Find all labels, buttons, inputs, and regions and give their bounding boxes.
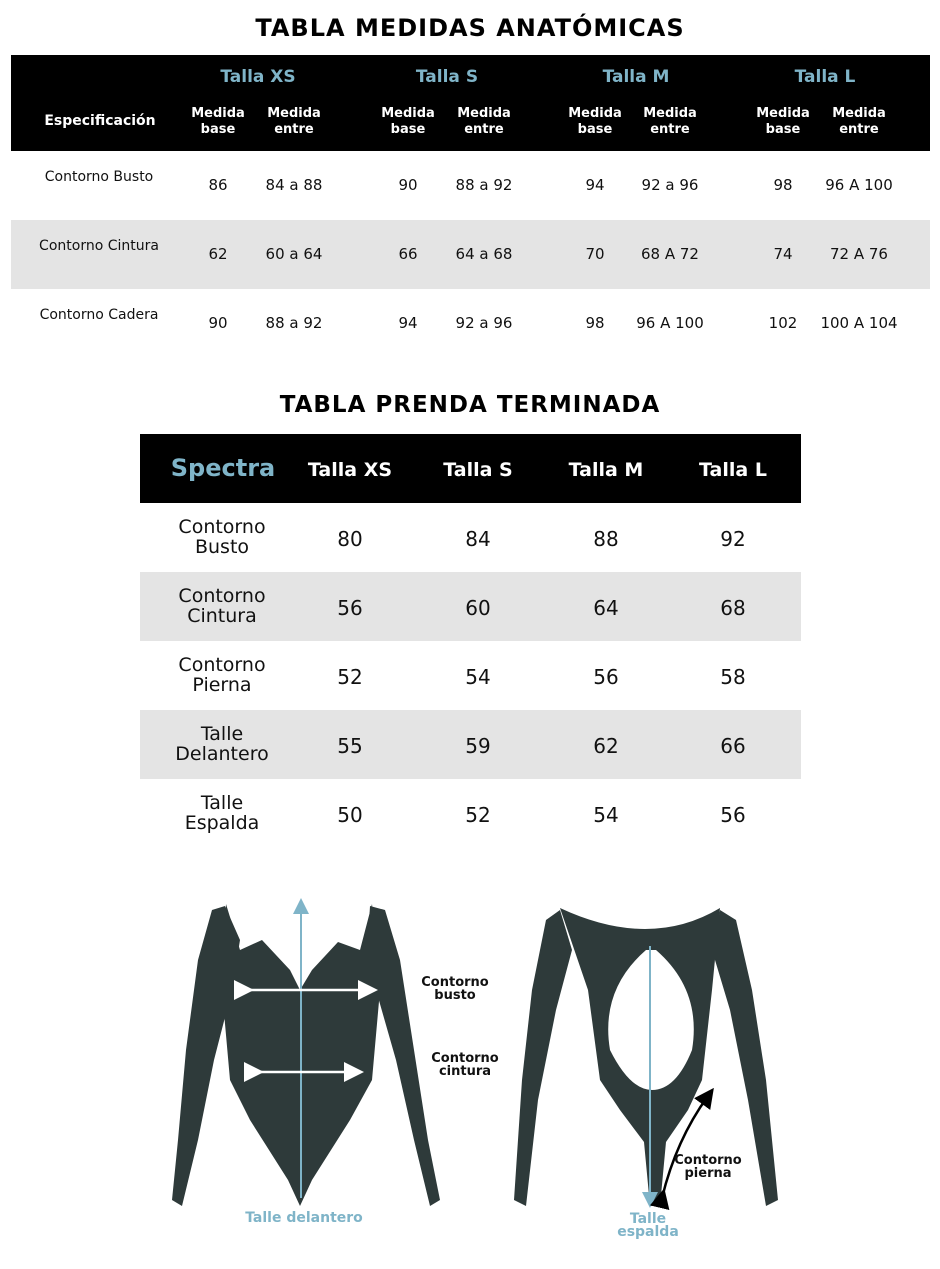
table-cell: 50 (337, 803, 363, 827)
table-row (11, 220, 930, 289)
label-contorno-cintura: Contorno cintura (431, 1051, 499, 1079)
row-label: Contorno Busto (44, 169, 154, 185)
sub-header-between: Medida entre (267, 106, 321, 137)
table-cell: 52 (465, 803, 491, 827)
table-cell: 90 (208, 314, 228, 332)
table-cell: 52 (337, 665, 363, 689)
table-cell: 56 (720, 803, 746, 827)
table-cell: 94 (398, 314, 418, 332)
table-cell: 66 (398, 245, 418, 263)
table-cell: 59 (465, 734, 491, 758)
table-cell: 64 a 68 (455, 245, 513, 263)
table-cell: 62 (208, 245, 228, 263)
row-label: Talle Delantero (175, 723, 269, 765)
table-cell: 54 (465, 665, 491, 689)
size-header-l: Talla L (794, 67, 856, 87)
table-cell: 92 (720, 527, 746, 551)
finished-table (140, 434, 801, 848)
table-cell: 98 (585, 314, 605, 332)
table-cell: 88 a 92 (265, 314, 323, 332)
table-cell: 55 (337, 734, 363, 758)
sub-header-base: Medida base (756, 106, 810, 137)
row-label: Contorno Cadera (39, 307, 159, 323)
table-cell: 60 (465, 596, 491, 620)
anatomical-table-title: TABLA MEDIDAS ANATÓMICAS (255, 14, 685, 42)
finished-table-header (140, 434, 801, 503)
size-header-xs: Talla XS (307, 459, 393, 481)
table-cell: 88 a 92 (455, 176, 513, 194)
table-cell: 68 A 72 (641, 245, 699, 263)
sub-header-base: Medida base (568, 106, 622, 137)
table-cell: 80 (337, 527, 363, 551)
table-row (140, 779, 801, 848)
table-row (140, 641, 801, 710)
table-row (11, 151, 930, 220)
table-cell: 94 (585, 176, 605, 194)
table-row (140, 503, 801, 572)
table-cell: 86 (208, 176, 228, 194)
label-talle-espalda: Talle espalda (617, 1211, 679, 1240)
table-cell: 64 (593, 596, 619, 620)
size-header-xs: Talla XS (220, 67, 296, 87)
anatomical-table (11, 55, 930, 358)
table-row (11, 289, 930, 358)
sub-header-between: Medida entre (457, 106, 511, 137)
size-header-m: Talla M (568, 459, 644, 481)
table-cell: 58 (720, 665, 746, 689)
garment-illustration (0, 880, 940, 1260)
sub-header-base: Medida base (381, 106, 435, 137)
brand-name: Spectra (170, 454, 276, 482)
sub-header-between: Medida entre (643, 106, 697, 137)
table-cell: 62 (593, 734, 619, 758)
row-label: Talle Espalda (184, 792, 260, 834)
table-row (140, 710, 801, 779)
table-cell: 92 a 96 (641, 176, 699, 194)
label-talle-delantero: Talle delantero (245, 1210, 363, 1226)
label-contorno-busto: Contorno busto (421, 975, 489, 1003)
row-label: Contorno Cintura (178, 585, 266, 627)
sub-header-base: Medida base (191, 106, 245, 137)
sub-header-between: Medida entre (832, 106, 886, 137)
table-cell: 92 a 96 (455, 314, 513, 332)
table-cell: 56 (337, 596, 363, 620)
table-cell: 96 A 100 (636, 314, 704, 332)
table-cell: 98 (773, 176, 793, 194)
table-cell: 54 (593, 803, 619, 827)
finished-table-title: TABLA PRENDA TERMINADA (279, 392, 661, 418)
label-contorno-pierna: Contorno pierna (674, 1153, 742, 1181)
table-cell: 56 (593, 665, 619, 689)
size-header-s: Talla S (415, 67, 479, 87)
table-cell: 70 (585, 245, 605, 263)
size-header-l: Talla L (699, 459, 767, 481)
table-cell: 84 a 88 (265, 176, 323, 194)
anatomical-table-header (11, 55, 930, 151)
table-cell: 60 a 64 (265, 245, 323, 263)
table-cell: 66 (720, 734, 746, 758)
front-garment (172, 904, 440, 1206)
table-cell: 96 A 100 (825, 176, 893, 194)
table-cell: 100 A 104 (820, 314, 898, 332)
row-label: Contorno Pierna (178, 654, 266, 696)
table-cell: 74 (773, 245, 793, 263)
table-row (140, 572, 801, 641)
row-label: Contorno Busto (178, 516, 266, 558)
table-cell: 88 (593, 527, 619, 551)
size-header-m: Talla M (602, 67, 670, 87)
spec-header: Especificación (44, 113, 156, 129)
table-cell: 90 (398, 176, 418, 194)
table-cell: 84 (465, 527, 491, 551)
size-header-s: Talla S (443, 459, 513, 481)
row-label: Contorno Cintura (39, 238, 159, 254)
table-cell: 68 (720, 596, 746, 620)
table-cell: 102 (768, 314, 798, 332)
table-cell: 72 A 76 (830, 245, 888, 263)
